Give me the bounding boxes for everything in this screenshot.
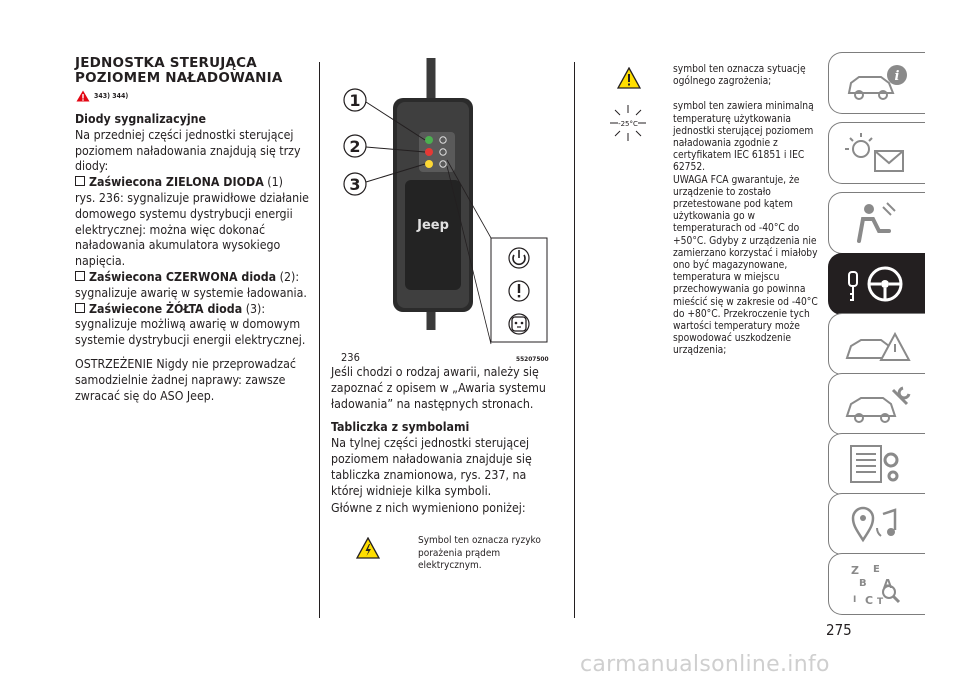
dashboard-lights-icon xyxy=(829,123,925,183)
tab-vehicle-info[interactable] xyxy=(828,52,925,114)
note-text: UWAGA FCA gwarantuje, że urządzenie to zostało przetestowane pod kątem użytkowania go w temperaturach od -40°C do +50°C. Gdyby z urządzenia nie zamierzano korzystać i miałoby ono być magazynowane, temperatura w miejscu przechowywania go powinna mieścić się w zakresie od -40°C do +80°C. Przekroczenie tych wartości temperatury może spowodować uszkodzenie urządzenia; xyxy=(673,174,818,357)
svg-text:E: E xyxy=(873,564,880,575)
callout-3: 3 xyxy=(349,175,361,194)
tab-warning-lights[interactable] xyxy=(828,122,925,184)
svg-text:i: i xyxy=(894,69,900,84)
symbols-list-intro: Główne z nich wymieniono poniżej: xyxy=(331,500,526,515)
led-red xyxy=(425,148,433,156)
charging-unit-figure xyxy=(335,58,549,348)
tab-emergency[interactable] xyxy=(828,313,925,375)
red-diode-num: (2): xyxy=(279,269,300,284)
failure-ref-text: Jeśli chodzi o rodzaj awarii, należy się zapoznać z opisem w „Awaria systemu ładowania” na następnych stronach. xyxy=(331,365,546,412)
green-diode-label: Zaświecona ZIELONA DIODA xyxy=(89,175,264,190)
yellow-diode-item xyxy=(75,302,311,318)
yellow-diode-num: (3): xyxy=(245,301,266,316)
tab-index[interactable] xyxy=(828,553,925,615)
green-diode-item xyxy=(75,175,311,191)
svg-text:I: I xyxy=(853,595,857,605)
page-number: 275 xyxy=(826,621,852,639)
svg-text:B: B xyxy=(859,578,867,589)
general-warning-icon xyxy=(617,67,641,89)
diodes-heading: Diody sygnalizacyjne xyxy=(75,112,207,126)
svg-text:C: C xyxy=(865,594,874,607)
led-yellow xyxy=(425,160,433,168)
airbag-seat-icon xyxy=(829,193,925,253)
tab-technical-data[interactable] xyxy=(828,433,925,495)
shock-symbol-text: Symbol ten oznacza ryzyko porażenia prądem elektrycznym. xyxy=(418,535,541,571)
red-diode-label: Zaświecona CZERWONA dioda xyxy=(89,269,277,284)
column-3 xyxy=(673,64,819,358)
green-diode-text: rys. 236: sygnalizuje prawidłowe działanie domowego systemu dystrybucji energii elektrycznej: można więc dokonać naładowania akumulatora wysokiego napięcia. xyxy=(75,190,309,269)
key-steering-wheel-icon xyxy=(829,254,925,314)
red-diode-text: sygnalizuje awarię w systemie ładowania. xyxy=(75,285,307,300)
temp-label: -25°C xyxy=(618,120,638,128)
column-1 xyxy=(75,112,311,404)
watermark: carmanualsonline.info xyxy=(580,652,830,677)
figure-code: 55207500 xyxy=(516,355,549,363)
bullet-icon xyxy=(75,176,85,186)
car-crash-triangle-icon xyxy=(829,314,925,374)
symbols-heading: Tabliczka z symbolami xyxy=(331,419,470,434)
tab-safety[interactable] xyxy=(828,192,925,254)
led-green xyxy=(425,136,433,144)
svg-text:Z: Z xyxy=(851,564,859,577)
yellow-diode-text: sygnalizuje możliwą awarię w domowym systemie dystrybucji energii elektrycznej. xyxy=(75,317,306,348)
bullet-icon xyxy=(75,303,85,313)
electric-shock-warning-icon xyxy=(356,537,380,559)
tab-multimedia[interactable] xyxy=(828,493,925,555)
warning-text: OSTRZEŻENIE Nigdy nie przeprowadzać samodzielnie żadnej naprawy: zawsze zwracać się do ASO Jeep. xyxy=(75,356,296,403)
warning-refs xyxy=(76,90,128,102)
callout-2: 2 xyxy=(349,137,361,156)
tab-maintenance[interactable] xyxy=(828,373,925,435)
yellow-diode-label: Zaświecone ŻÓŁTA dioda xyxy=(89,301,243,316)
column-2 xyxy=(331,364,551,516)
column-divider xyxy=(319,62,320,618)
tab-starting-driving[interactable] xyxy=(828,253,925,315)
warning-symbol-text: symbol ten oznacza sytuację ogólnego zagrożenia; xyxy=(673,64,806,88)
alphabet-search-icon xyxy=(829,554,925,614)
symbols-intro: Na tylnej części jednostki sterującej poziomem naładowania znajduje się tabliczka znamionowa, rys. 237, na której widnieje kilka symboli. xyxy=(331,435,532,499)
document-gears-icon xyxy=(829,434,925,494)
location-music-icon xyxy=(829,494,925,554)
temperature-symbol-text: symbol ten zawiera minimalną temperaturę użytkowania jednostki sterującej poziomem naładowania zgodnie z certyfikatem IEC 61851 i IEC 62752. xyxy=(673,101,814,174)
warning-refs-text: 343) 344) xyxy=(94,92,129,100)
brand-logo: Jeep xyxy=(417,218,449,233)
section-title: JEDNOSTKA STERUJĄCA POZIOMEM NAŁADOWANIA xyxy=(75,55,283,86)
svg-text:A: A xyxy=(883,577,893,591)
figure-number: 236 xyxy=(341,351,360,364)
green-diode-num: (1) xyxy=(267,175,283,190)
min-temperature-icon xyxy=(608,103,648,143)
column-divider xyxy=(574,62,575,618)
red-diode-item xyxy=(75,270,311,286)
diodes-intro: Na przedniej części jednostki sterującej poziomem naładowania znajdują się trzy diody: xyxy=(75,127,301,174)
warning-red-icon xyxy=(76,90,90,102)
bullet-icon xyxy=(75,271,85,281)
svg-text:T: T xyxy=(877,597,884,607)
car-info-icon xyxy=(829,53,925,113)
car-wrench-icon xyxy=(829,374,925,434)
callout-1: 1 xyxy=(349,91,361,110)
